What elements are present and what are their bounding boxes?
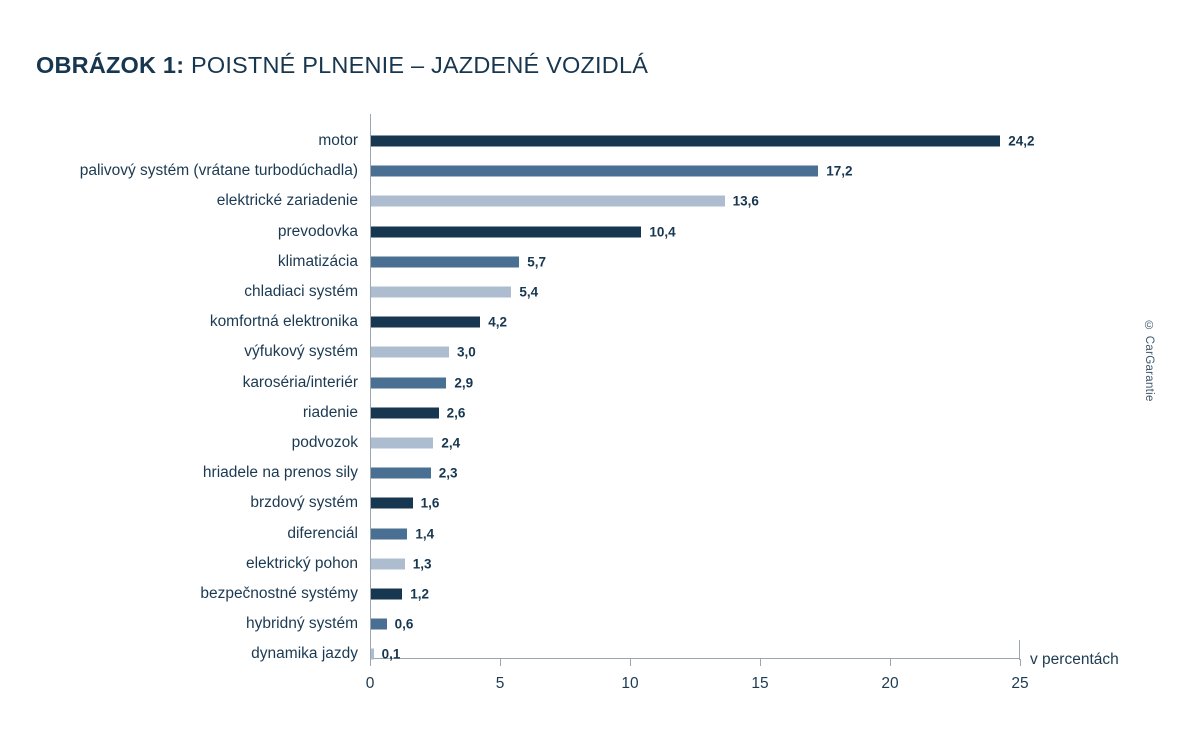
category-label: výfukový systém <box>244 343 358 361</box>
category-label: palivový systém (vrátane turbodúchadla) <box>79 162 358 180</box>
chart-bar-row <box>79 156 1020 186</box>
chart-container <box>0 104 1182 704</box>
chart-bar <box>371 377 446 388</box>
x-axis-tick-label: 5 <box>495 675 505 692</box>
chart-bar-row <box>291 428 1020 458</box>
chart-plot-area <box>79 114 1035 692</box>
x-axis-tick-label: 0 <box>365 675 375 692</box>
chart-bar <box>371 619 387 630</box>
bar-value-label: 10,4 <box>649 224 676 240</box>
page-title-rest: POISTNÉ PLNENIE – JAZDENÉ VOZIDLÁ <box>184 52 649 78</box>
bar-value-label: 5,4 <box>519 284 539 300</box>
x-axis-tick <box>1020 659 1021 666</box>
chart-bar-row <box>209 307 1020 337</box>
unit-caption: v percentách <box>1030 651 1119 668</box>
bar-value-label: 0,1 <box>381 646 401 662</box>
page-title-strong: OBRÁZOK 1: <box>36 52 185 78</box>
bar-value-label: 17,2 <box>826 163 853 179</box>
category-label: elektrické zariadenie <box>216 192 358 210</box>
bar-value-label: 4,2 <box>488 314 507 330</box>
category-label: hriadele na prenos sily <box>202 464 358 482</box>
category-label: riadenie <box>302 403 358 421</box>
copyright-notice: © CarGarantie <box>1143 320 1155 402</box>
bar-value-label: 1,6 <box>420 495 440 511</box>
chart-bar <box>371 589 402 600</box>
chart-bar-row <box>200 579 1020 609</box>
bar-value-label: 1,4 <box>415 526 435 542</box>
chart-bar <box>371 136 1000 147</box>
chart-bar <box>371 528 407 539</box>
bar-value-label: 5,7 <box>527 254 546 270</box>
chart-bar-row <box>244 277 1020 307</box>
category-label: prevodovka <box>277 222 358 240</box>
x-axis-tick-label: 15 <box>751 675 769 692</box>
category-label: podvozok <box>291 434 358 452</box>
chart-bar-row <box>242 368 1020 398</box>
chart-bar <box>371 347 449 358</box>
chart-bar <box>371 468 431 479</box>
bar-value-label: 2,3 <box>438 465 458 481</box>
category-label: elektrický pohon <box>245 554 358 572</box>
chart-bar <box>371 498 413 509</box>
chart-bar <box>371 256 519 267</box>
chart-bar-row <box>251 639 1020 669</box>
category-label: komfortná elektronika <box>209 313 358 331</box>
x-axis-tick-label: 20 <box>881 675 899 692</box>
chart-bar-row <box>246 609 1020 639</box>
bar-value-label: 2,4 <box>441 435 461 451</box>
chart-bar <box>371 226 641 237</box>
category-label: dynamika jazdy <box>251 645 358 663</box>
chart-bar-row <box>250 488 1020 518</box>
chart-bar-row <box>277 217 1020 247</box>
chart-bar <box>371 166 818 177</box>
category-label: chladiaci systém <box>244 283 358 301</box>
category-label: klimatizácia <box>277 252 358 270</box>
bar-value-label: 1,2 <box>410 586 429 602</box>
chart-bar <box>371 287 511 298</box>
category-label: karoséria/interiér <box>242 373 358 391</box>
unit-caption-tick <box>1019 640 1020 660</box>
category-label: hybridný systém <box>246 615 358 633</box>
chart-bar-row <box>302 398 1020 428</box>
chart-bar <box>371 196 725 207</box>
bar-value-label: 2,9 <box>454 375 474 391</box>
bar-value-label: 0,6 <box>394 616 414 632</box>
chart-bar-row <box>277 247 1020 277</box>
category-label: bezpečnostné systémy <box>200 585 358 603</box>
bar-value-label: 3,0 <box>457 344 476 360</box>
chart-bar <box>371 407 439 418</box>
category-label: brzdový systém <box>250 494 358 512</box>
chart-bar-row <box>216 186 1020 216</box>
chart-bar-row <box>202 458 1020 488</box>
category-label: motor <box>318 132 358 150</box>
bar-value-label: 13,6 <box>732 193 759 209</box>
x-axis-tick-label: 10 <box>621 675 639 692</box>
chart-bar-row <box>244 337 1020 367</box>
chart-bar <box>371 438 433 449</box>
bar-value-label: 24,2 <box>1008 133 1035 149</box>
category-label: diferenciál <box>287 524 358 542</box>
page-title <box>36 52 648 79</box>
bar-value-label: 1,3 <box>412 556 432 572</box>
chart-bar-row <box>318 126 1035 156</box>
chart-bar <box>371 558 405 569</box>
bar-value-label: 2,6 <box>446 405 466 421</box>
x-axis-tick-label: 25 <box>1011 675 1029 692</box>
chart-bar <box>371 649 374 660</box>
chart-bar-row <box>287 519 1020 549</box>
chart-bar <box>371 317 480 328</box>
chart-bar-row <box>245 549 1020 579</box>
